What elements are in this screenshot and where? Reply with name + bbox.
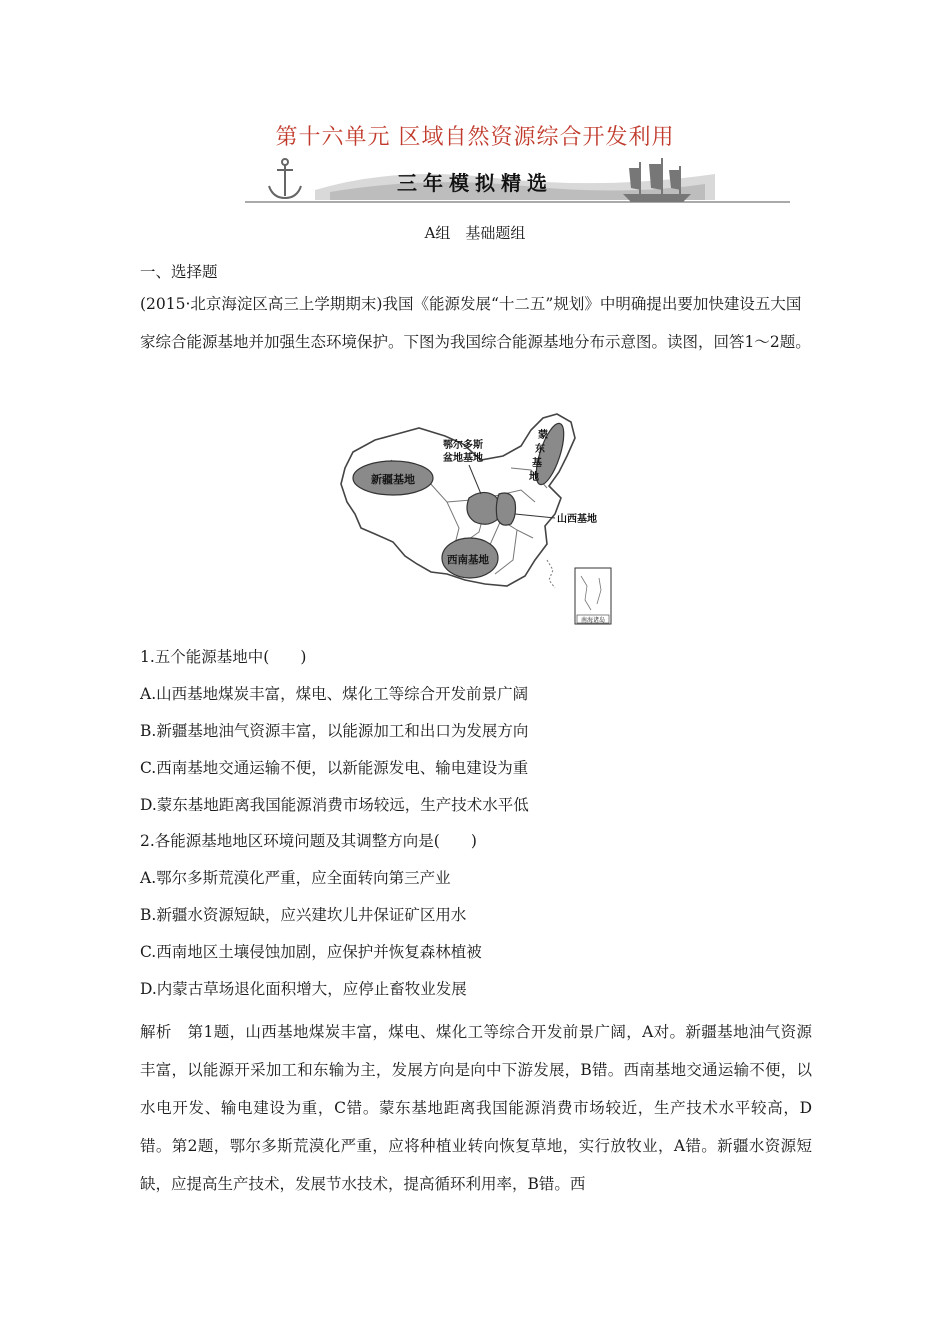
intro-paragraph: (2015·北京海淀区高三上学期期末)我国《能源发展“十二五”规划》中明确提出要加快建设五大国家综合能源基地并加强生态环境保护。下图为我国综合能源基地分布示意图。读图，回答1～2题。 (140, 295, 811, 351)
section-heading: 一、选择题 (140, 263, 218, 281)
mengdong-label-1: 蒙 (538, 430, 548, 441)
mengdong-label-3: 基 (532, 458, 542, 469)
group-heading: A组 基础题组 (424, 224, 526, 242)
question-2-option-a: A.鄂尔多斯荒漠化严重，应全面转向第三产业 (140, 869, 451, 887)
xinjiang-base-label: 新疆基地 (371, 473, 415, 486)
mengdong-label-2: 东 (535, 444, 545, 455)
question-2-option-c: C.西南地区土壤侵蚀加剧，应保护并恢复森林植被 (140, 943, 482, 961)
question-1-option-a: A.山西基地煤炭丰富，煤电、煤化工等综合开发前景广阔 (140, 685, 529, 703)
unit-title: 第十六单元 区域自然资源综合开发利用 (275, 125, 675, 150)
shanxi-base-region (496, 493, 515, 525)
mengdong-label-4: 地 (529, 472, 539, 483)
shanxi-label: 山西基地 (557, 514, 597, 525)
china-energy-map (335, 410, 620, 630)
ordos-label-line2: 盆地基地 (443, 453, 483, 464)
xinan-label: 西南基地 (447, 554, 489, 566)
question-1-option-d: D.蒙东基地距离我国能源消费市场较远，生产技术水平低 (140, 796, 529, 814)
nanhai-label: 南海诸岛 (580, 617, 606, 624)
ordos-label-line1: 鄂尔多斯 (443, 440, 483, 451)
question-2-option-b: B.新疆水资源短缺，应兴建坎儿井保证矿区用水 (140, 906, 467, 924)
question-1-option-b: B.新疆基地油气资源丰富，以能源加工和出口为发展方向 (140, 722, 529, 740)
analysis-paragraph: 解析 第1题，山西基地煤炭丰富，煤电、煤化工等综合开发前景广阔，A对。新疆基地油气资源丰富，以能源开采加工和东输为主，发展方向是向中下游发展，B错。西南基地交通运输不便，以水电开发、输电建设为重，C错。蒙东基地距离我国能源消费市场较近，生产技术水平较高，D错。第2题，鄂尔多斯荒漠化严重，应将种植业转向恢复草地，实行放牧业，A错。新疆水资源短缺，应提高生产技术，发展节水技术，提高循环利用率，B错。西 (140, 1023, 812, 1193)
banner-label: 三年模拟精选 (397, 171, 553, 195)
question-1-option-c: C.西南基地交通运输不便，以新能源发电、输电建设为重 (140, 759, 529, 777)
question-2-option-d: D.内蒙古草场退化面积增大，应停止畜牧业发展 (140, 980, 467, 998)
south-china-sea-inset (575, 568, 611, 624)
question-2-stem: 2.各能源基地地区环境问题及其调整方向是( ) (140, 832, 477, 850)
question-1-stem: 1.五个能源基地中( ) (140, 648, 307, 666)
